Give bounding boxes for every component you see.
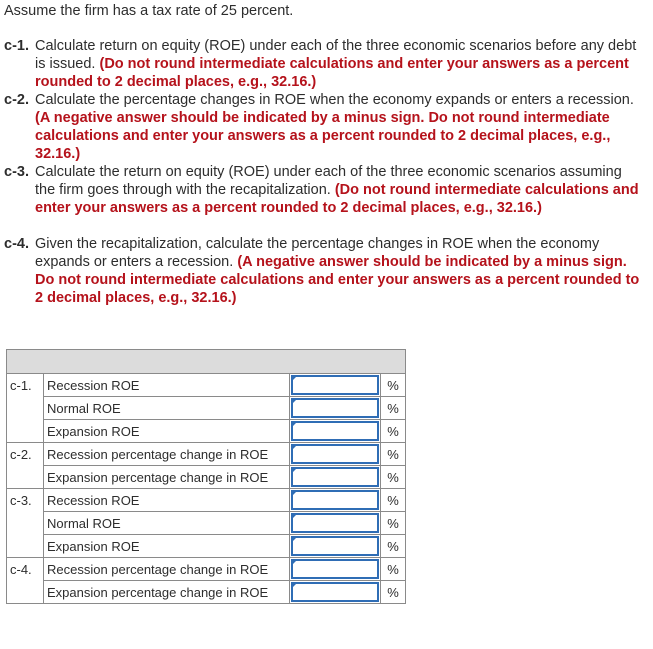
answer-cell bbox=[290, 466, 381, 489]
row-code: c-2. bbox=[7, 443, 44, 466]
question-c1 bbox=[4, 37, 644, 91]
table-row bbox=[7, 535, 406, 558]
question-instruction: (Do not round intermediate calculations and enter your answers as a percent rounded to 2 decimal places, e.g., 32.16.) bbox=[35, 182, 639, 216]
answer-cell bbox=[290, 397, 381, 420]
answer-input[interactable] bbox=[291, 536, 379, 556]
question-instruction: (A negative answer should be indicated by a minus sign. Do not round intermediate calculations and enter your answers as a percent rounded to 2 decimal places, e.g., 32.16.) bbox=[35, 254, 640, 306]
question-instruction: (A negative answer should be indicated by a minus sign. Do not round intermediate calculations and enter your answers as a percent rounded to 2 decimal places, e.g., 32.16.) bbox=[35, 110, 611, 162]
answer-input[interactable] bbox=[291, 421, 379, 441]
answer-cell bbox=[290, 374, 381, 397]
answer-cell bbox=[290, 512, 381, 535]
answer-table bbox=[6, 349, 406, 604]
question-label: c-2. bbox=[4, 92, 29, 108]
question-instruction: (Do not round intermediate calculations and enter your answers as a percent rounded to 2 decimal places, e.g., 32.16.) bbox=[35, 56, 629, 90]
row-code bbox=[7, 535, 44, 558]
answer-input[interactable] bbox=[291, 559, 379, 579]
question-text: Calculate return on equity (ROE) under each of the three economic scenarios before any debt is issued. bbox=[35, 38, 637, 72]
table-row bbox=[7, 397, 406, 420]
answer-input[interactable] bbox=[291, 467, 379, 487]
table-row bbox=[7, 581, 406, 604]
question-c4 bbox=[4, 235, 644, 307]
row-label: Expansion ROE bbox=[44, 535, 290, 558]
question-c2 bbox=[4, 91, 644, 163]
answer-cell bbox=[290, 489, 381, 512]
row-label: Expansion percentage change in ROE bbox=[44, 466, 290, 489]
answer-cell bbox=[290, 443, 381, 466]
answer-input[interactable] bbox=[291, 375, 379, 395]
row-code bbox=[7, 466, 44, 489]
row-code bbox=[7, 397, 44, 420]
percent-unit: % bbox=[381, 489, 406, 512]
answer-input[interactable] bbox=[291, 513, 379, 533]
question-label: c-4. bbox=[4, 236, 29, 252]
row-code: c-4. bbox=[7, 558, 44, 581]
row-code: c-1. bbox=[7, 374, 44, 397]
row-label: Normal ROE bbox=[44, 397, 290, 420]
percent-unit: % bbox=[381, 420, 406, 443]
table-row bbox=[7, 558, 406, 581]
table-header-cell bbox=[7, 350, 406, 374]
row-code bbox=[7, 512, 44, 535]
row-label: Normal ROE bbox=[44, 512, 290, 535]
answer-cell bbox=[290, 535, 381, 558]
row-code: c-3. bbox=[7, 489, 44, 512]
percent-unit: % bbox=[381, 443, 406, 466]
percent-unit: % bbox=[381, 466, 406, 489]
answer-cell bbox=[290, 558, 381, 581]
question-label: c-3. bbox=[4, 164, 29, 180]
table-row bbox=[7, 420, 406, 443]
row-label: Recession percentage change in ROE bbox=[44, 443, 290, 466]
question-text: Calculate the return on equity (ROE) under each of the three economic scenarios assuming the firm goes through with the recapitalization. bbox=[35, 164, 622, 198]
percent-unit: % bbox=[381, 581, 406, 604]
answer-input[interactable] bbox=[291, 444, 379, 464]
answer-cell bbox=[290, 581, 381, 604]
question-text: Calculate the percentage changes in ROE when the economy expands or enters a recession. bbox=[35, 92, 634, 108]
answer-input[interactable] bbox=[291, 490, 379, 510]
table-row bbox=[7, 512, 406, 535]
percent-unit: % bbox=[381, 512, 406, 535]
row-code bbox=[7, 581, 44, 604]
answer-input[interactable] bbox=[291, 398, 379, 418]
table-header-row bbox=[7, 350, 406, 374]
row-label: Recession ROE bbox=[44, 489, 290, 512]
question-label: c-1. bbox=[4, 38, 29, 54]
table-row bbox=[7, 466, 406, 489]
answer-input[interactable] bbox=[291, 582, 379, 602]
row-label: Recession percentage change in ROE bbox=[44, 558, 290, 581]
percent-unit: % bbox=[381, 535, 406, 558]
row-label: Recession ROE bbox=[44, 374, 290, 397]
percent-unit: % bbox=[381, 374, 406, 397]
percent-unit: % bbox=[381, 558, 406, 581]
table-row bbox=[7, 374, 406, 397]
intro-text: Assume the firm has a tax rate of 25 percent. bbox=[4, 3, 294, 19]
table-row bbox=[7, 443, 406, 466]
answer-cell bbox=[290, 420, 381, 443]
question-c3 bbox=[4, 163, 644, 217]
row-code bbox=[7, 420, 44, 443]
question-text: Given the recapitalization, calculate the percentage changes in ROE when the economy expands or enters a recession. bbox=[35, 236, 600, 270]
row-label: Expansion percentage change in ROE bbox=[44, 581, 290, 604]
table-row bbox=[7, 489, 406, 512]
percent-unit: % bbox=[381, 397, 406, 420]
row-label: Expansion ROE bbox=[44, 420, 290, 443]
